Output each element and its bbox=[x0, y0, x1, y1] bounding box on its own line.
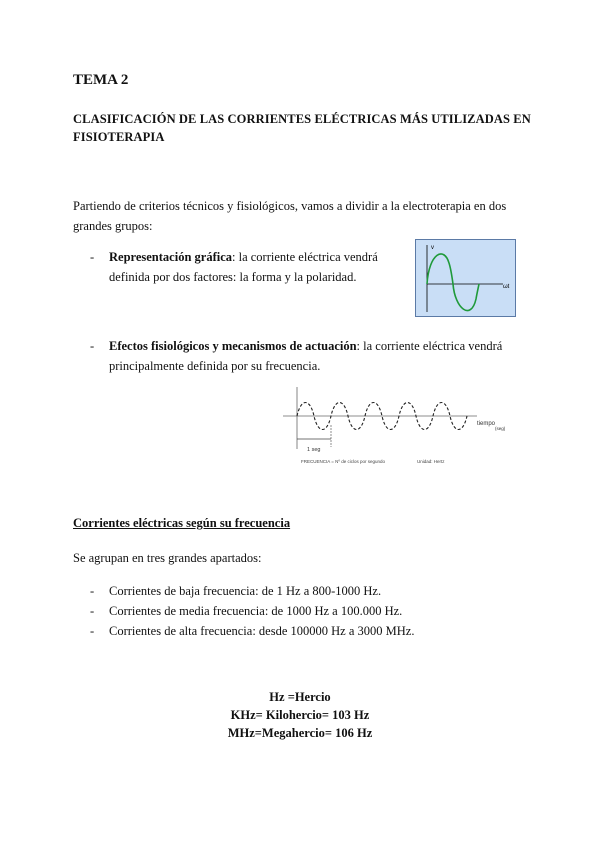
unit-khz: KHz= Kilohercio= 103 Hz bbox=[230, 708, 370, 722]
group-item-text bbox=[109, 336, 541, 376]
page-title: TEMA 2 bbox=[73, 72, 129, 88]
section-heading: Corrientes eléctricas según su frecuencia bbox=[73, 516, 291, 530]
frequency-list bbox=[90, 584, 510, 644]
list-dash: - bbox=[90, 584, 95, 598]
sine-wave-figure bbox=[415, 239, 516, 317]
list-dash: - bbox=[90, 250, 95, 264]
unit-hz: Hz =Hercio bbox=[269, 690, 331, 704]
group-item-text bbox=[109, 247, 399, 287]
list-dash: - bbox=[90, 624, 95, 638]
time-axis-label: tiempo bbox=[477, 421, 496, 427]
period-label: 1 seg bbox=[307, 447, 321, 453]
group-intro: Se agrupan en tres grandes apartados: bbox=[73, 551, 262, 565]
group-description: : la corriente eléctrica vendrá definida por dos factores: la forma y la polaridad. bbox=[109, 250, 378, 284]
group-term: Representación gráfica bbox=[109, 250, 233, 264]
list-item bbox=[90, 604, 510, 624]
list-dash: - bbox=[90, 339, 95, 353]
intro-paragraph: Partiendo de criterios técnicos y fisiológicos, vamos a dividir a la electroterapia en dos grandes grupos: bbox=[73, 199, 507, 233]
sine-y-label: v bbox=[431, 245, 434, 251]
list-item-text: Corrientes de baja frecuencia: de 1 Hz a 800-1000 Hz. bbox=[109, 584, 382, 598]
list-dash: - bbox=[90, 604, 95, 618]
list-item bbox=[90, 624, 510, 644]
document-subtitle: CLASIFICACIÓN DE LAS CORRIENTES ELÉCTRICAS MÁS UTILIZADAS EN FISIOTERAPIA bbox=[73, 112, 531, 144]
list-item bbox=[90, 584, 510, 604]
group-term: Efectos fisiológicos y mecanismos de actuación bbox=[109, 339, 357, 353]
list-item-text: Corrientes de alta frecuencia: desde 100000 Hz a 3000 MHz. bbox=[109, 624, 415, 638]
group-description: : la corriente eléctrica vendrá principalmente definida por su frecuencia. bbox=[109, 339, 503, 373]
unit-caption: Unidad: Hertz bbox=[417, 459, 445, 464]
sine-x-label: ωt bbox=[503, 284, 510, 290]
units-block bbox=[150, 688, 450, 742]
list-item-text: Corrientes de media frecuencia: de 1000 Hz a 100.000 Hz. bbox=[109, 604, 403, 618]
sine-figure-background bbox=[416, 240, 516, 317]
time-axis-unit: (seg) bbox=[495, 426, 506, 431]
frequency-caption: FRECUENCIA = Nº de ciclos por segundo bbox=[301, 459, 386, 464]
frequency-wave-figure bbox=[283, 387, 523, 471]
unit-mhz: MHz=Megahercio= 106 Hz bbox=[227, 726, 373, 740]
